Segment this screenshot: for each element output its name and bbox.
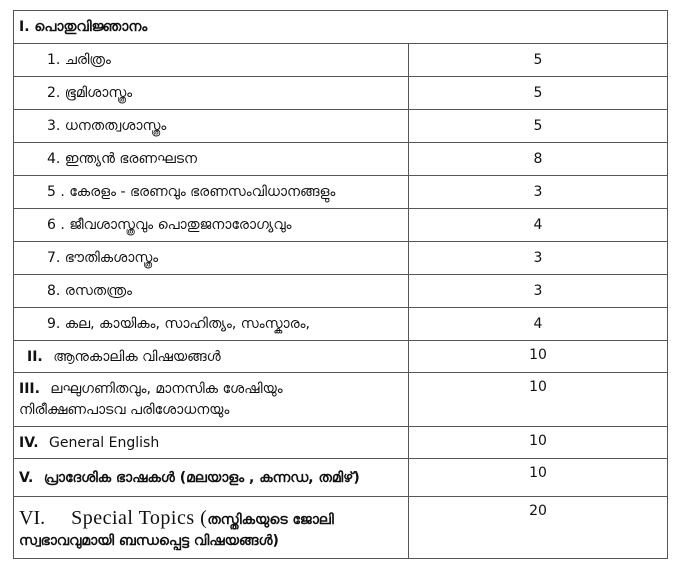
section-text: പ്രാദേശിക ഭാഷകൾ (മലയാളം , കന്നഡ, തമിഴ്) xyxy=(43,469,360,486)
section-label xyxy=(14,427,409,459)
section-row-current-affairs xyxy=(14,341,668,373)
marks-value: 8 xyxy=(409,143,668,176)
topic-label: 3. ധനതത്വശാസ്ത്രം xyxy=(14,110,409,143)
topic-label: 8. രസതന്ത്രം xyxy=(14,275,409,308)
table-row xyxy=(14,176,668,209)
section-text-ml: തസ്തികയുടെ ജോലി xyxy=(207,511,334,528)
section-text: General English xyxy=(49,434,160,451)
section-text-line2: നിരീക്ഷണപാടവ പരിശോധനയും xyxy=(19,402,230,418)
marks-value: 4 xyxy=(409,209,668,242)
marks-value: 5 xyxy=(409,77,668,110)
section-row-special-topics xyxy=(14,497,668,559)
marks-value: 10 xyxy=(409,341,668,373)
marks-value: 3 xyxy=(409,242,668,275)
section-text-line2: സ്വഭാവവുമായി ബന്ധപ്പെട്ട വിഷയങ്ങൾ) xyxy=(19,532,279,549)
syllabus-table xyxy=(13,10,668,559)
table-row xyxy=(14,242,668,275)
marks-value: 3 xyxy=(409,275,668,308)
marks-value: 3 xyxy=(409,176,668,209)
section-label xyxy=(14,459,409,497)
section-row-general-english xyxy=(14,427,668,459)
section-numeral: IV. xyxy=(19,434,39,451)
section-numeral: II. xyxy=(27,348,43,365)
marks-value: 5 xyxy=(409,44,668,77)
table-row xyxy=(14,143,668,176)
marks-value: 10 xyxy=(409,373,668,427)
section-numeral: III. xyxy=(19,381,40,397)
topic-label: 1. ചരിത്രം xyxy=(14,44,409,77)
section-numeral: VI. xyxy=(19,506,46,529)
marks-value: 20 xyxy=(409,497,668,559)
section-numeral: V. xyxy=(19,469,34,486)
topic-label: 9. കല, കായികം, സാഹിത്യം, സംസ്കാരം, xyxy=(14,308,409,341)
topic-label: 5 . കേരളം - ഭരണവും ഭരണസംവിധാനങ്ങളും xyxy=(14,176,409,209)
marks-value: 4 xyxy=(409,308,668,341)
section-label xyxy=(14,497,409,559)
marks-value: 5 xyxy=(409,110,668,143)
table-row xyxy=(14,44,668,77)
section-title-general-knowledge: I. പൊതുവിജ്ഞാനം xyxy=(14,11,668,44)
topic-label: 6 . ജീവശാസ്ത്രവും പൊതുജനാരോഗ്യവും xyxy=(14,209,409,242)
table-row xyxy=(14,308,668,341)
marks-value: 10 xyxy=(409,459,668,497)
section-row-aptitude xyxy=(14,373,668,427)
table-row xyxy=(14,275,668,308)
topic-label: 2. ഭൂമിശാസ്ത്രം xyxy=(14,77,409,110)
table-row xyxy=(14,77,668,110)
topic-label: 7. ഭൗതികശാസ്ത്രം xyxy=(14,242,409,275)
table-header-row xyxy=(14,11,668,44)
section-row-regional-languages xyxy=(14,459,668,497)
table-row xyxy=(14,209,668,242)
section-text-line1: ലഘുഗണിതവും, മാനസിക ശേഷിയും xyxy=(50,381,283,397)
section-label xyxy=(14,341,409,373)
section-text: ആനുകാലിക വിഷയങ്ങൾ xyxy=(53,348,221,365)
table-row xyxy=(14,110,668,143)
topic-label: 4. ഇന്ത്യൻ ഭരണഘടന xyxy=(14,143,409,176)
section-label xyxy=(14,373,409,427)
section-text-en: Special Topics ( xyxy=(71,506,208,529)
marks-value: 10 xyxy=(409,427,668,459)
